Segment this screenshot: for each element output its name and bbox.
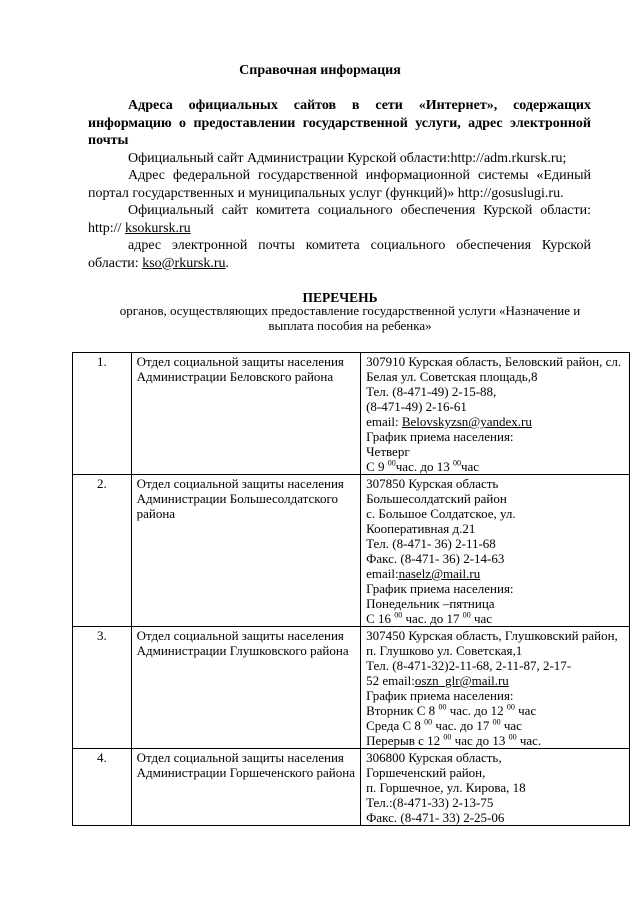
address-line: Большесолдатский район [366, 491, 507, 506]
kso-email-link[interactable]: kso@rkursk.ru [142, 255, 226, 271]
intro-block [88, 97, 591, 272]
schedule-text: час. до 13 [395, 459, 453, 474]
address-line: (8-471-49) 2-16-61 [366, 399, 467, 414]
row-number: 4. [73, 749, 132, 826]
email-line [366, 414, 624, 429]
address-line: Кооперативная д.21 [366, 521, 476, 536]
table-row [73, 475, 630, 627]
schedule-text: час. [516, 733, 542, 748]
address-line: Тел. (8-471-32)2-11-68, 2-11-87, 2-17- [366, 658, 572, 673]
email-link[interactable]: Belovskyzsn@yandex.ru [401, 414, 532, 429]
table-row [73, 749, 630, 826]
table-row [73, 353, 630, 475]
schedule-minutes: 00 [452, 458, 461, 468]
schedule-text: час [470, 611, 493, 626]
email-label: email: [366, 566, 399, 581]
list-subtitle: органов, осуществляющих предоставление государственной услуги «Назначение и выплата пособия на ребенка» [119, 303, 581, 333]
email-line [366, 566, 624, 581]
address-line: Тел. (8-471-49) 2-15-88, [366, 384, 497, 399]
list-title: ПЕРЕЧЕНЬ [302, 290, 378, 305]
email-line [366, 673, 624, 688]
schedule-title: График приема населения: [366, 581, 514, 596]
schedule-text: час до 13 [451, 733, 509, 748]
intro-line-3 [88, 202, 591, 237]
page-heading: Справочная информация [239, 63, 401, 78]
schedule-text: С 16 [366, 611, 395, 626]
schedule-minutes: 00 [443, 732, 452, 742]
address-line: 307910 Курская область, Беловский район, сл. Белая ул. Советская площадь,8 [366, 354, 622, 384]
row-organization: Отдел социальной защиты населения Администрации Беловского района [131, 353, 360, 475]
schedule-minutes: 00 [508, 732, 517, 742]
intro-bold-paragraph: Адреса официальных сайтов в сети «Интернет», содержащих информацию о предоставлении государственной услуги, адрес электронной почты [88, 98, 591, 148]
intro-line-2: Адрес федеральной государственной информационной системы «Единый портал государственных и муниципальных услуг (функций)» http://gosuslugi.ru. [88, 168, 591, 201]
address-line: Тел. (8-471- 36) 2-11-68 [366, 536, 496, 551]
address-line: с. Большое Солдатское, ул. [366, 506, 516, 521]
schedule-text: Понедельник –пятница [366, 596, 495, 611]
address-line: Факс. (8-471- 33) 2-25-06 [366, 810, 505, 825]
row-number: 2. [73, 475, 132, 627]
schedule-text: Вторник С 8 [366, 703, 439, 718]
address-line: Факс. (8-471- 36) 2-14-63 [366, 551, 505, 566]
schedule-text: час [500, 718, 522, 733]
schedule-title: График приема населения: [366, 688, 514, 703]
schedule-minutes: 00 [387, 458, 396, 468]
organs-table [72, 352, 630, 826]
schedule-minutes: 00 [438, 702, 447, 712]
schedule-line [366, 611, 624, 626]
schedule-minutes: 00 [394, 610, 403, 620]
table-row [73, 627, 630, 749]
address-line: п. Горшечное, ул. Кирова, 18 [366, 780, 526, 795]
row-organization: Отдел социальной защиты населения Администрации Глушковского района [131, 627, 360, 749]
schedule-text: Среда С 8 [366, 718, 425, 733]
row-address [361, 749, 630, 826]
address-line: Горшеченский район, [366, 765, 486, 780]
schedule-line [366, 459, 624, 474]
schedule-text: час. до 17 [402, 611, 463, 626]
ksokursk-link[interactable]: ksokursk.ru [124, 220, 191, 236]
email-link[interactable]: naselz@mail.ru [398, 566, 481, 581]
row-organization: Отдел социальной защиты населения Администрации Большесолдатского района [131, 475, 360, 627]
schedule-minutes: 00 [424, 717, 433, 727]
intro-line-1: Официальный сайт Администрации Курской области:http://adm.rkursk.ru; [128, 150, 567, 166]
address-line: Тел.:(8-471-33) 2-13-75 [366, 795, 494, 810]
intro-line-4 [88, 237, 591, 272]
row-number: 3. [73, 627, 132, 749]
address-line: 306800 Курская область, [366, 750, 502, 765]
schedule-text: час. до 12 [446, 703, 507, 718]
schedule-text: С 9 [366, 459, 388, 474]
row-number: 1. [73, 353, 132, 475]
schedule-text: час [460, 459, 480, 474]
schedule-line [366, 718, 624, 733]
row-organization: Отдел социальной защиты населения Администрации Горшеченского района [131, 749, 360, 826]
row-address [361, 475, 630, 627]
schedule-title: График приема населения: [366, 429, 514, 444]
schedule-text: час [514, 703, 537, 718]
row-address [361, 353, 630, 475]
address-line: 307450 Курская область, Глушковский район, п. Глушково ул. Советская,1 [366, 628, 618, 658]
email-label: email: [366, 414, 402, 429]
schedule-line [366, 703, 624, 718]
email-label: 52 email: [366, 673, 415, 688]
schedule-line [366, 596, 624, 611]
schedule-line [366, 733, 624, 748]
intro-line-4-text: адрес электронной почты комитета социального обеспечения Курской области: [88, 238, 591, 271]
email-link[interactable]: oszn_glr@mail.ru [414, 673, 509, 688]
schedule-text: час. до 17 [432, 718, 493, 733]
intro-line-3-text: Официальный сайт комитета социального обеспечения Курской области: http:// [88, 203, 591, 236]
schedule-minutes: 00 [492, 717, 501, 727]
schedule-text: Четверг [366, 444, 410, 459]
intro-line-4-suffix: . [225, 255, 229, 271]
row-address [361, 627, 630, 749]
address-line: 307850 Курская область [366, 476, 499, 491]
schedule-line [366, 444, 624, 459]
schedule-minutes: 00 [506, 702, 515, 712]
schedule-text: Перерыв с 12 [366, 733, 444, 748]
schedule-minutes: 00 [462, 610, 471, 620]
